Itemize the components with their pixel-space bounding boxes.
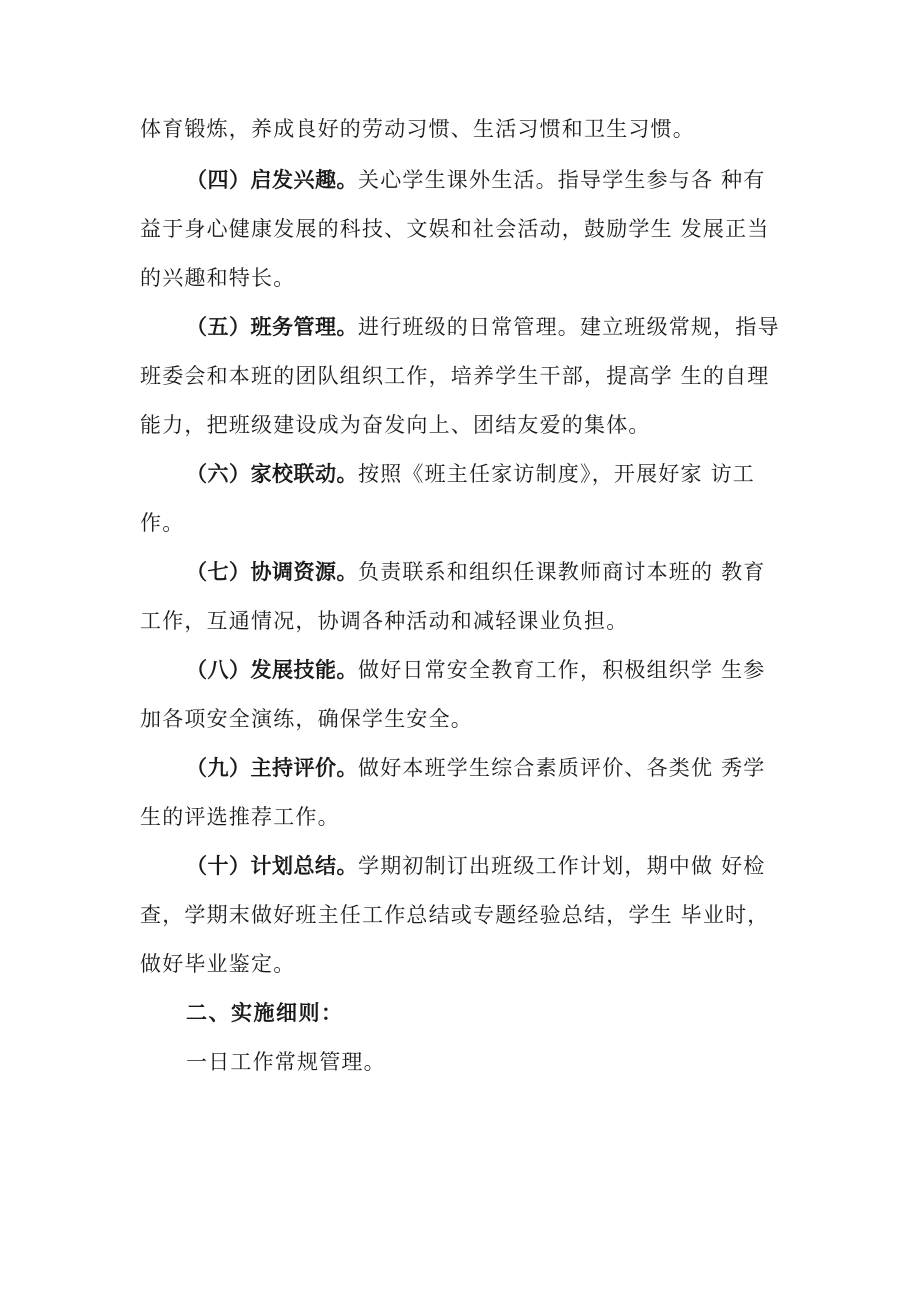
- item-lead: （九）主持评价。: [186, 756, 358, 780]
- item-seven: [140, 548, 782, 646]
- section-line: 一日工作常规管理。: [186, 1050, 386, 1074]
- item-body: 做好日常安全教育工作，积极组织学 生参加各项安全演练，确保学生安全。: [140, 658, 766, 731]
- item-body: 进行班级的日常管理。建立班级常规，指导班委会和本班的团队组织工作，培养学生干部，提高学 生的自理能力，把班级建设成为奋发向上、团结友爱的集体。: [140, 315, 780, 437]
- item-body: 做好本班学生综合素质评价、各类优 秀学生的评选推荐工作。: [140, 756, 766, 829]
- item-lead: （十）计划总结。: [186, 854, 358, 878]
- item-lead: （六）家校联动。: [186, 462, 358, 486]
- item-ten: [140, 842, 782, 989]
- item-body: 关心学生课外生活。指导学生参与各 种有益于身心健康发展的科技、文娱和社会活动，鼓励学生 发展正当的兴趣和特长。: [140, 168, 770, 290]
- intro-paragraph: 体育锻炼，养成良好的劳动习惯、生活习惯和卫生习惯。: [140, 117, 695, 141]
- item-lead: （八）发展技能。: [186, 658, 358, 682]
- item-lead: （五）班务管理。: [186, 315, 358, 339]
- item-five: [140, 303, 782, 450]
- item-lead: （四）启发兴趣。: [186, 168, 358, 192]
- item-nine: [140, 744, 782, 842]
- item-body: 学期初制订出班级工作计划，期中做 好检查，学期末做好班主任工作总结或专题经验总结，学生 毕业时，做好毕业鉴定。: [140, 854, 770, 976]
- section-heading: 二、实施细则：: [186, 1001, 344, 1025]
- item-six: [140, 450, 782, 548]
- item-body: 按照《班主任家访制度》，开展好家 访工作。: [140, 462, 755, 535]
- item-eight: [140, 646, 782, 744]
- item-four: [140, 156, 782, 303]
- item-body: 负责联系和组织任课教师商讨本班的 教育工作，互通情况，协调各种活动和减轻课业负担。: [140, 560, 766, 633]
- item-lead: （七）协调资源。: [186, 560, 358, 584]
